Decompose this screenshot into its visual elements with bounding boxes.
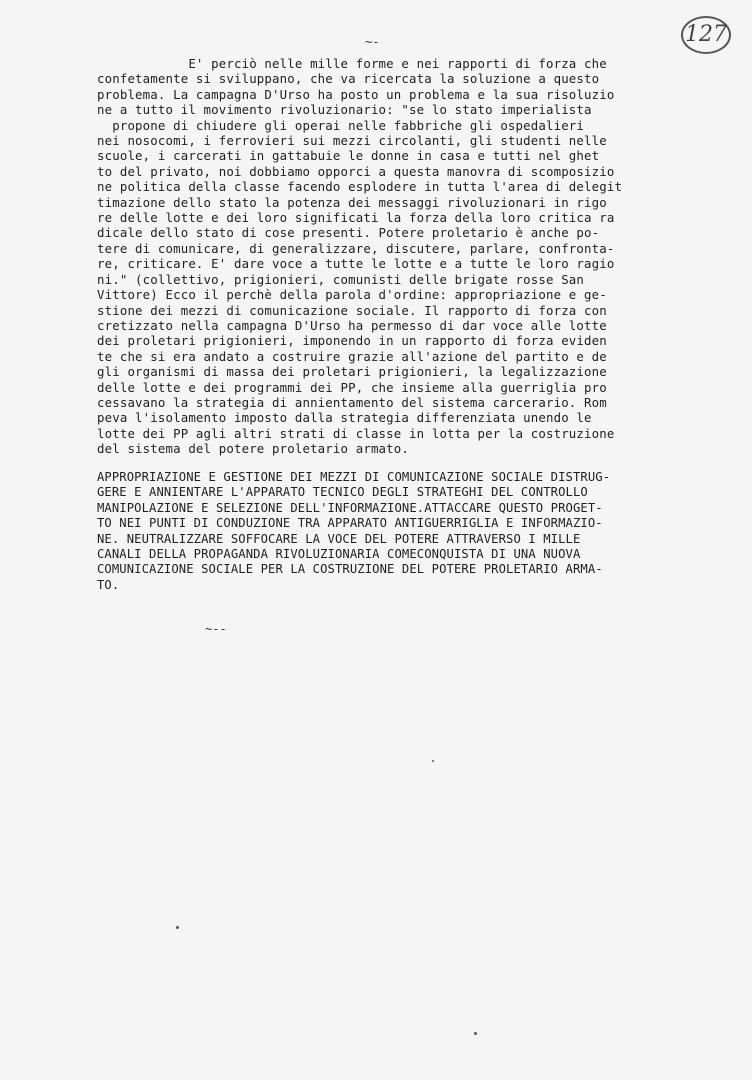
main-line: peva l'isolamento imposto dalla strategia differenziata unendo le	[97, 410, 592, 426]
capitals-line: MANIPOLAZIONE E SELEZIONE DELL'INFORMAZIONE.ATTACCARE QUESTO PROGET-	[97, 500, 603, 515]
main-line: timazione dello stato la potenza dei messaggi rivoluzionari in rigo	[97, 194, 607, 210]
capitalized-paragraph	[97, 470, 737, 593]
main-line: delle lotte e dei programmi dei PP, che insieme alla guerriglia pro	[97, 379, 607, 395]
main-line: ne a tutto il movimento rivoluzionario: "se lo stato imperialista	[97, 102, 592, 118]
main-line: ni." (collettivo, prigionieri, comunisti delle brigate rosse San	[97, 271, 585, 287]
main-line: re, criticare. E' dare voce a tutte le lotte e a tutte le loro ragio	[97, 256, 615, 272]
main-line: gli organismi di massa dei proletari prigionieri, la legalizzazione	[97, 364, 607, 380]
main-line: dei proletari prigionieri, imponendo in un rapporto di forza eviden	[97, 333, 607, 349]
capitals-line: COMUNICAZIONE SOCIALE PER LA COSTRUZIONE DEL POTERE PROLETARIO ARMA-	[97, 562, 603, 577]
main-line: re delle lotte e dei loro significati la forza della loro critica ra	[97, 210, 615, 226]
page-speck	[474, 1032, 477, 1035]
main-line: scuole, i carcerati in gattabuie le donne in casa e tutti nel ghet	[97, 148, 600, 164]
capitals-line: TO.	[97, 577, 120, 592]
main-line: confetamente si sviluppano, che va ricercata la soluzione a questo	[97, 71, 600, 87]
main-line: del sistema del potere proletario armato.	[97, 441, 410, 457]
main-line: cretizzato nella campagna D'Urso ha permesso di dar voce alle lotte	[97, 317, 607, 333]
page-number: 127	[681, 16, 731, 54]
main-line: propone di chiudere gli operai nelle fabbriche gli ospedalieri	[97, 117, 585, 133]
main-line: dicale dello stato di cose presenti. Potere proletario è anche po-	[97, 225, 600, 241]
section-mark: ~--	[205, 622, 227, 636]
top-mark: ~-	[365, 35, 380, 49]
main-paragraph	[97, 56, 737, 457]
main-line: cessavano la strategia di annientamento del sistema carcerario. Rom	[97, 394, 607, 410]
main-line: E' perciò nelle mille forme e nei rapporti di forza che	[97, 56, 607, 71]
main-line: Vittore) Ecco il perchè della parola d'ordine: appropriazione e ge-	[97, 287, 607, 303]
main-line: nei nosocomi, i ferrovieri sui mezzi circolanti, gli studenti nelle	[97, 133, 607, 149]
capitals-line: TO NEI PUNTI DI CONDUZIONE TRA APPARATO ANTIGUERRIGLIA E INFORMAZIO-	[97, 516, 603, 531]
page-speck	[176, 926, 179, 929]
main-line: stione dei mezzi di comunicazione sociale. Il rapporto di forza con	[97, 302, 607, 318]
capitals-line: NE. NEUTRALIZZARE SOFFOCARE LA VOCE DEL POTERE ATTRAVERSO I MILLE	[97, 531, 581, 546]
main-line: ne politica della classe facendo esplodere in tutta l'area di delegit	[97, 179, 623, 195]
main-line: te che si era andato a costruire grazie all'azione del partito e de	[97, 348, 607, 364]
main-line: problema. La campagna D'Urso ha posto un problema e la sua risoluzio	[97, 86, 615, 102]
main-line: to del privato, noi dobbiamo opporci a questa manovra di scomposizio	[97, 163, 615, 179]
main-line: tere di comunicare, di generalizzare, discutere, parlare, confronta-	[97, 240, 615, 256]
page-speck	[432, 760, 434, 762]
capitals-line: APPROPRIAZIONE E GESTIONE DEI MEZZI DI COMUNICAZIONE SOCIALE DISTRUG-	[97, 470, 611, 484]
capitals-line: GERE E ANNIENTARE L'APPARATO TECNICO DEGLI STRATEGHI DEL CONTROLLO	[97, 485, 588, 500]
main-line: lotte dei PP agli altri strati di classe in lotta per la costruzione	[97, 425, 615, 441]
capitals-line: CANALI DELLA PROPAGANDA RIVOLUZIONARIA COMECONQUISTA DI UNA NUOVA	[97, 547, 581, 562]
